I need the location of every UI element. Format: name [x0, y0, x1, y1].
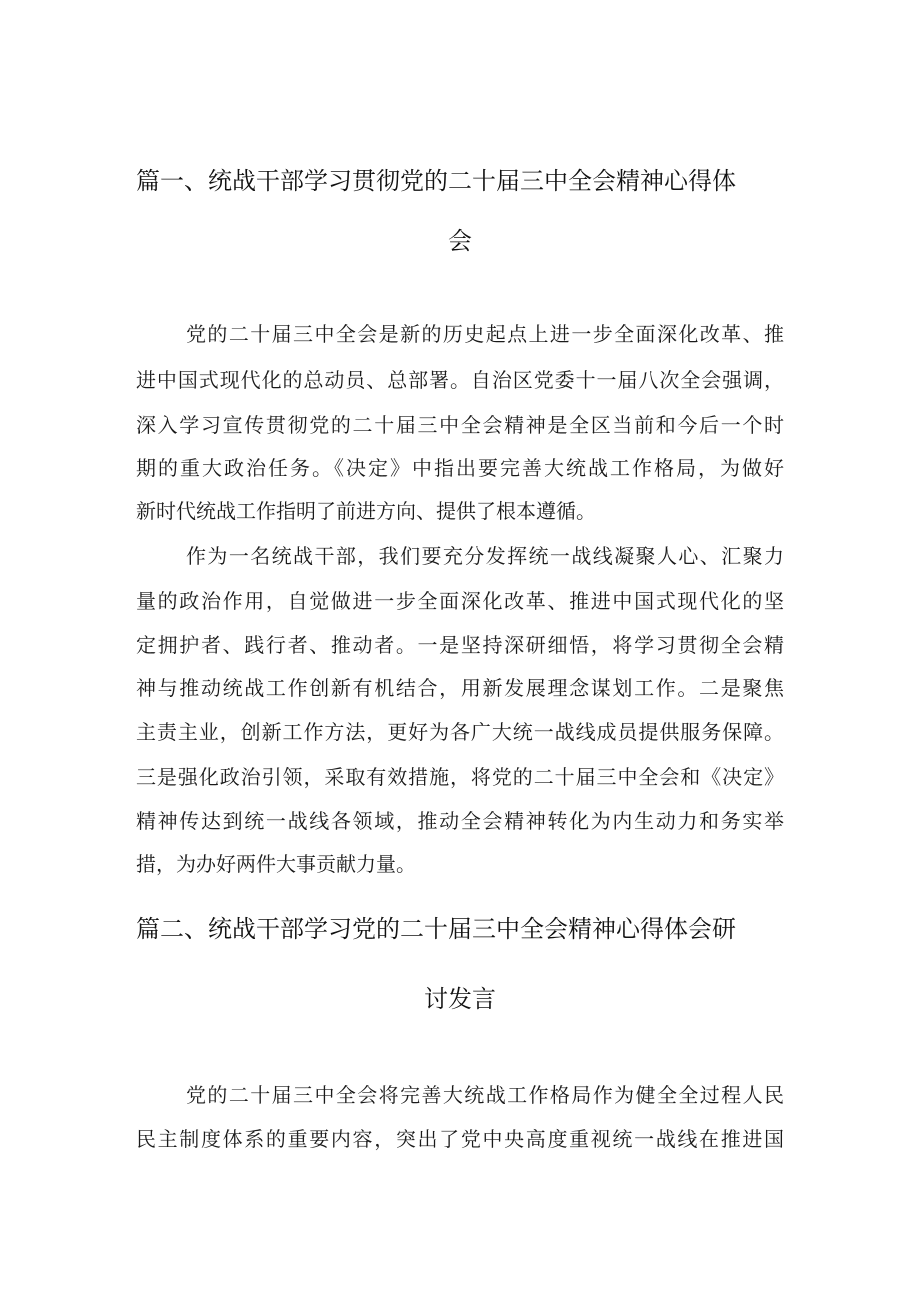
- section-2-paragraph-1-line: 民主制度体系的重要内容，突出了党中央高度重视统一战线在推进国: [136, 1127, 784, 1151]
- section-1-paragraph-2-line: 主责主业，创新工作方法，更好为各广大统一战线成员提供服务保障。: [136, 720, 784, 744]
- section-1-paragraph-2-line: 作为一名统战干部，我们要充分发挥统一战线凝聚人心、汇聚力: [186, 544, 784, 568]
- section-1-paragraph-2-line: 三是强化政治引领，采取有效措施，将党的二十届三中全会和《决定》: [136, 765, 784, 789]
- section-2-paragraph-1-line: 党的二十届三中全会将完善大统战工作格局作为健全全过程人民: [186, 1083, 784, 1107]
- section-2-title-line-1: 篇二、统战干部学习党的二十届三中全会精神心得体会研: [136, 915, 736, 943]
- section-2-title-line-2: 讨发言: [424, 985, 496, 1013]
- section-1-paragraph-2-line: 神与推动统战工作创新有机结合，用新发展理念谋划工作。二是聚焦: [136, 676, 784, 700]
- section-1-paragraph-1-line: 党的二十届三中全会是新的历史起点上进一步全面深化改革、推: [186, 322, 784, 346]
- section-1-paragraph-2-line: 定拥护者、践行者、推动者。一是坚持深研细悟，将学习贯彻全会精: [136, 633, 784, 657]
- section-1-paragraph-1-line: 新时代统战工作指明了前进方向、提供了根本遵循。: [136, 499, 596, 523]
- section-1-title-line-2: 会: [448, 227, 472, 255]
- section-1-paragraph-1-line: 深入学习宣传贯彻党的二十届三中全会精神是全区当前和今后一个时: [136, 413, 784, 437]
- section-1-paragraph-1-line: 进中国式现代化的总动员、总部署。自治区党委十一届八次全会强调，: [136, 368, 784, 392]
- section-1-paragraph-2-line: 精神传达到统一战线各领域，推动全会精神转化为内生动力和务实举: [136, 809, 784, 833]
- section-1-title-line-1: 篇一、统战干部学习贯彻党的二十届三中全会精神心得体: [136, 167, 736, 195]
- section-1-paragraph-2-line: 量的政治作用，自觉做进一步全面深化改革、推进中国式现代化的坚: [136, 589, 784, 613]
- section-1-paragraph-2-line: 措，为办好两件大事贡献力量。: [136, 852, 416, 876]
- section-1-paragraph-1-line: 期的重大政治任务。《决定》中指出要完善大统战工作格局，为做好: [136, 456, 784, 480]
